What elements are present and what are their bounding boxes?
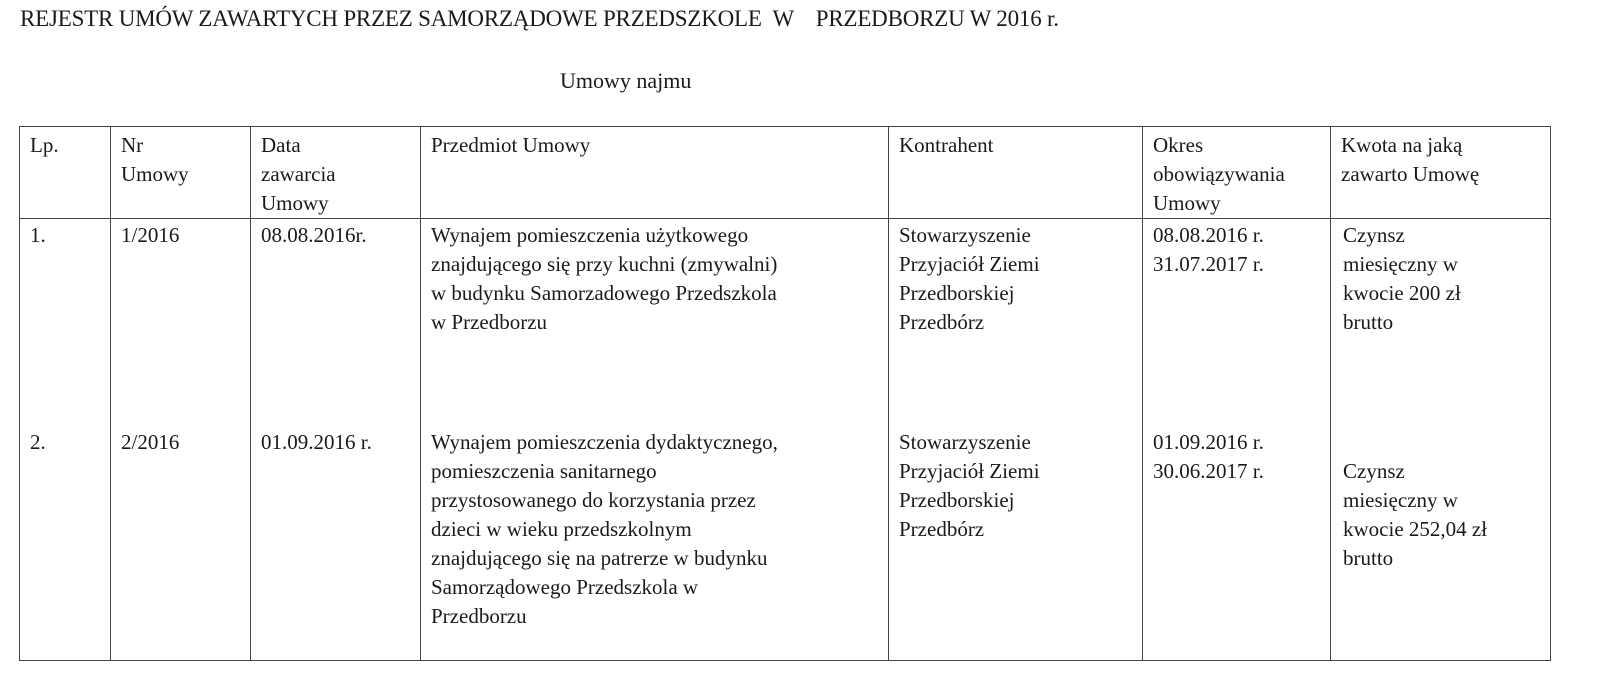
cell-kwota: Czynsz miesięczny w kwocie 252,04 zł brutto (1331, 426, 1551, 661)
cell-lp: 1. (20, 219, 111, 427)
cell-nr-umowy: 1/2016 (111, 219, 251, 427)
cell-nr-umowy: 2/2016 (111, 426, 251, 661)
header-kontrahent: Kontrahent (889, 127, 1143, 219)
cell-kontrahent: Stowarzyszenie Przyjaciół Ziemi Przedborskiej Przedbórz (889, 426, 1143, 661)
table-row (20, 426, 1551, 661)
cell-przedmiot: Wynajem pomieszczenia użytkowego znajdującego się przy kuchni (zmywalni) w budynku Samorzadowego Przedszkola w Przedborzu (421, 219, 889, 427)
header-lp: Lp. (20, 127, 111, 219)
header-nr-umowy: Nr Umowy (111, 127, 251, 219)
document-title: REJESTR UMÓW ZAWARTYCH PRZEZ SAMORZĄDOWE PRZEDSZKOLE W PRZEDBORZU W 2016 r. (20, 6, 1059, 31)
header-okres: Okres obowiązywania Umowy (1143, 127, 1331, 219)
cell-okres: 08.08.2016 r. 31.07.2017 r. (1143, 219, 1331, 427)
cell-kontrahent: Stowarzyszenie Przyjaciół Ziemi Przedborskiej Przedbórz (889, 219, 1143, 427)
header-data-zawarcia: Data zawarcia Umowy (251, 127, 421, 219)
cell-lp: 2. (20, 426, 111, 661)
header-kwota: Kwota na jaką zawarto Umowę (1331, 127, 1551, 219)
cell-data-zawarcia: 01.09.2016 r. (251, 426, 421, 661)
cell-przedmiot: Wynajem pomieszczenia dydaktycznego, pomieszczenia sanitarnego przystosowanego do korzystania przez dzieci w wieku przedszkolnym znajdującego się na patrerze w budynku Samorządowego Przedszkola w Przedborzu (421, 426, 889, 661)
document-subtitle: Umowy najmu (560, 68, 692, 93)
cell-okres: 01.09.2016 r. 30.06.2017 r. (1143, 426, 1331, 661)
contracts-table (19, 126, 1551, 661)
header-przedmiot: Przedmiot Umowy (421, 127, 889, 219)
cell-kwota: Czynsz miesięczny w kwocie 200 zł brutto (1331, 219, 1551, 427)
table-row (20, 219, 1551, 427)
table-header-row (20, 127, 1551, 219)
cell-data-zawarcia: 08.08.2016r. (251, 219, 421, 427)
